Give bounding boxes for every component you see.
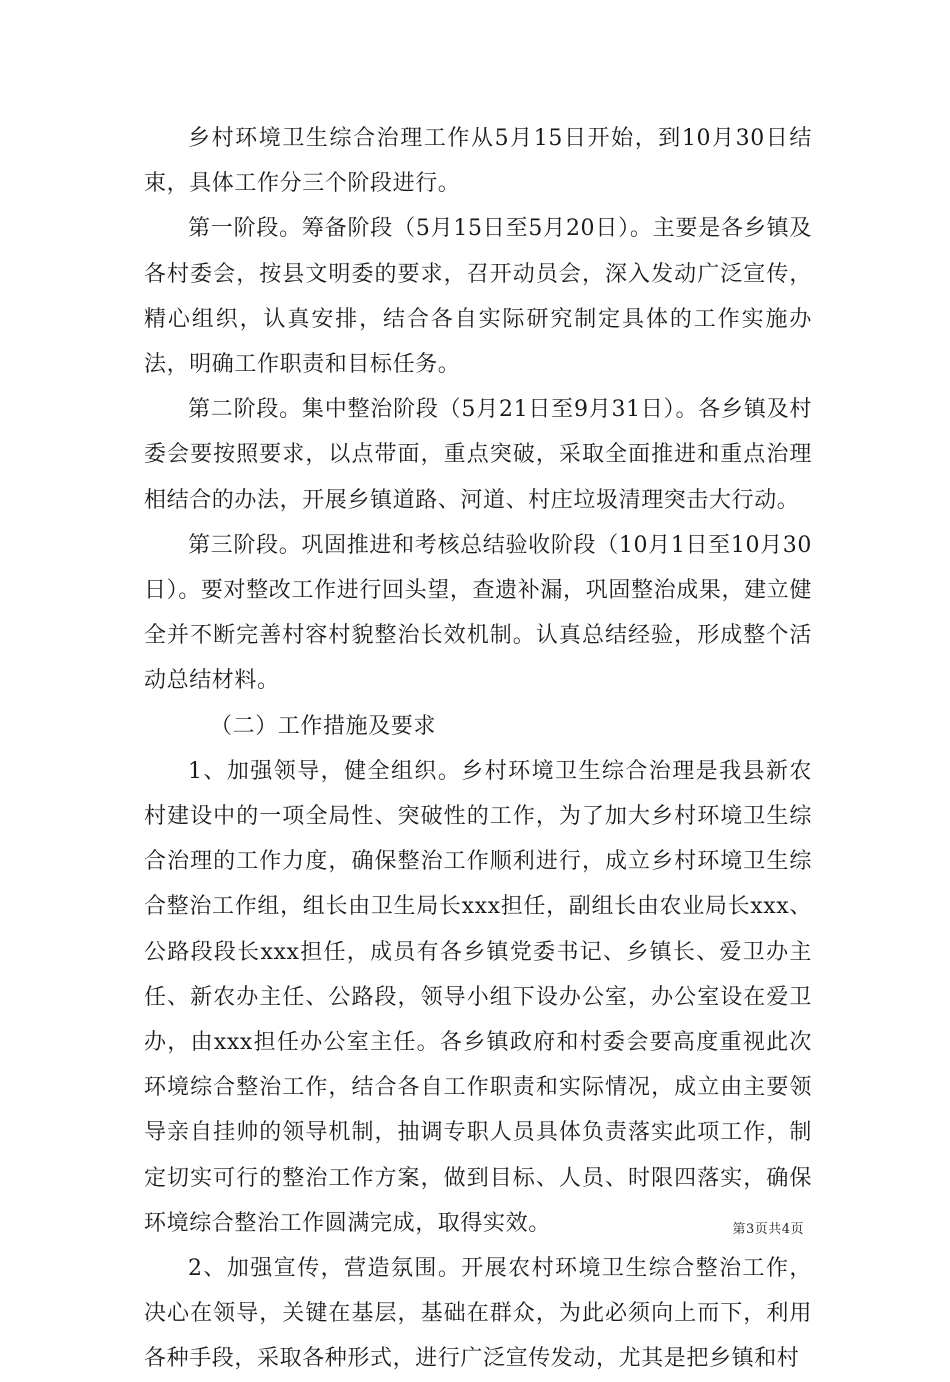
paragraph-measure-publicity: 2、加强宣传，营造氛围。开展农村环境卫生综合整治工作，决心在领导，关键在基层，基础在群众，为此必须向上而下，利用各种手段，采取各种形式，进行广泛宣传发动，尤其是把乡镇和村 bbox=[144, 1256, 812, 1372]
paragraph-stage-three: 第三阶段。巩固推进和考核总结验收阶段（10月1日至10月30日）。要对整改工作进行回头望，查遗补漏，巩固整治成果，建立健全并不断完善村容村貌整治长效机制。认真总结经验，形成整个活动总结材料。 bbox=[144, 532, 812, 694]
paragraph-stage-two: 第二阶段。集中整治阶段（5月21日至9月31日）。各乡镇及村委会要按照要求，以点带面，重点突破，采取全面推进和重点治理相结合的办法，开展乡镇道路、河道、村庄垃圾清理突击大行动。 bbox=[144, 397, 812, 513]
section-heading-measures: （二）工作措施及要求 bbox=[210, 713, 437, 739]
document-body bbox=[144, 116, 812, 1382]
paragraph-measure-leadership: 1、加强领导，健全组织。乡村环境卫生综合治理是我县新农村建设中的一项全局性、突破性的工作，为了加大乡村环境卫生综合治理的工作力度，确保整治工作顺利进行，成立乡村环境卫生综合整治工作组，组长由卫生局长xxx担任，副组长由农业局长xxx、公路段段长xxx担任，成员有各乡镇党委书记、乡镇长、爱卫办主任、新农办主任、公路段，领导小组下设办公室，办公室设在爱卫办，由xxx担任办公室主任。各乡镇政府和村委会要高度重视此次环境综合整治工作，结合各自工作职责和实际情况，成立由主要领导亲自挂帅的领导机制，抽调专职人员具体负责落实此项工作，制定切实可行的整治工作方案，做到目标、人员、时限四落实，确保环境综合整治工作圆满完成，取得实效。 bbox=[144, 758, 812, 1236]
paragraph-schedule-intro: 乡村环境卫生综合治理工作从5月15日开始，到10月30日结束，具体工作分三个阶段进行。 bbox=[144, 126, 812, 197]
page-number-footer: 第3页共4页 bbox=[732, 1222, 804, 1237]
paragraph-stage-one: 第一阶段。筹备阶段（5月15日至5月20日）。主要是各乡镇及各村委会，按县文明委的要求，召开动员会，深入发动广泛宣传，精心组织，认真安排，结合各自实际研究制定具体的工作实施办法，明确工作职责和目标任务。 bbox=[144, 216, 812, 378]
